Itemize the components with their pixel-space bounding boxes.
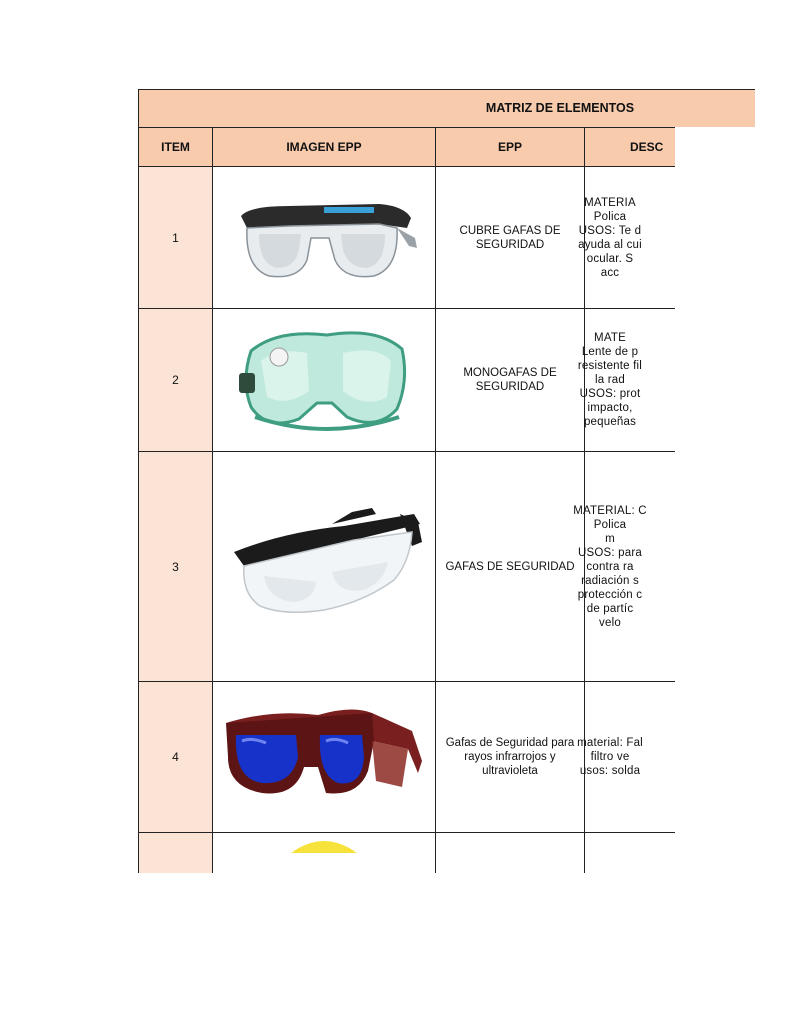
row-3-desc: [573, 452, 675, 682]
row-3-epp-text: GAFAS DE SEGURIDAD: [445, 560, 575, 573]
row-4-epp-text: Gafas de Seguridad para rayos infrarrojos y ultravioleta: [445, 737, 575, 777]
row-3-item: 3: [138, 452, 213, 682]
row-1-desc: [578, 167, 675, 309]
row-4-desc: [577, 682, 675, 833]
clear-overglasses-icon: [229, 188, 419, 288]
epp-table: [138, 127, 664, 852]
row-2-desc-text: MATE Lente de p resistente fil la rad USOS: prot impacto, pequeñas: [577, 332, 643, 428]
row-4-desc-text: material: Fal filtro ve usos: solda: [577, 737, 643, 777]
row-4-image: [213, 682, 436, 833]
header-imagen: IMAGEN EPP: [213, 127, 436, 167]
row-5-desc: [585, 833, 675, 873]
row-2-item: 2: [138, 309, 213, 452]
title-bar: [138, 89, 755, 127]
row-2-image: [213, 309, 436, 452]
row-3-desc-text: MATERIAL: C Polica m USOS: para contra ra radiación s protección c de partíc velo: [573, 504, 647, 629]
row-3-image: [213, 452, 436, 682]
safety-glasses-icon: [224, 502, 424, 632]
matrix-title: MATRIZ DE ELEMENTOS: [485, 101, 635, 115]
header-desc: DESC: [585, 127, 675, 167]
row-5-image: [213, 833, 436, 873]
row-5-epp: [436, 833, 585, 873]
row-1-desc-text: MATERIA Polica USOS: Te d ayuda al cui ocular. S acc: [578, 196, 642, 279]
row-2-epp-text: MONOGAFAS DE SEGURIDAD: [463, 367, 557, 393]
blue-uv-glasses-icon: [222, 701, 427, 813]
green-goggles-icon: [237, 321, 412, 439]
row-4-item: 4: [138, 682, 213, 833]
header-item: ITEM: [138, 127, 213, 167]
row-1-image: [213, 167, 436, 309]
row-1-item: 1: [138, 167, 213, 309]
row-1-epp-text: CUBRE GAFAS DE SEGURIDAD: [459, 224, 561, 251]
row-5-item: [138, 833, 213, 873]
header-epp: EPP: [436, 127, 585, 167]
yellow-helmet-icon: [289, 833, 359, 853]
row-2-desc: [577, 309, 675, 452]
